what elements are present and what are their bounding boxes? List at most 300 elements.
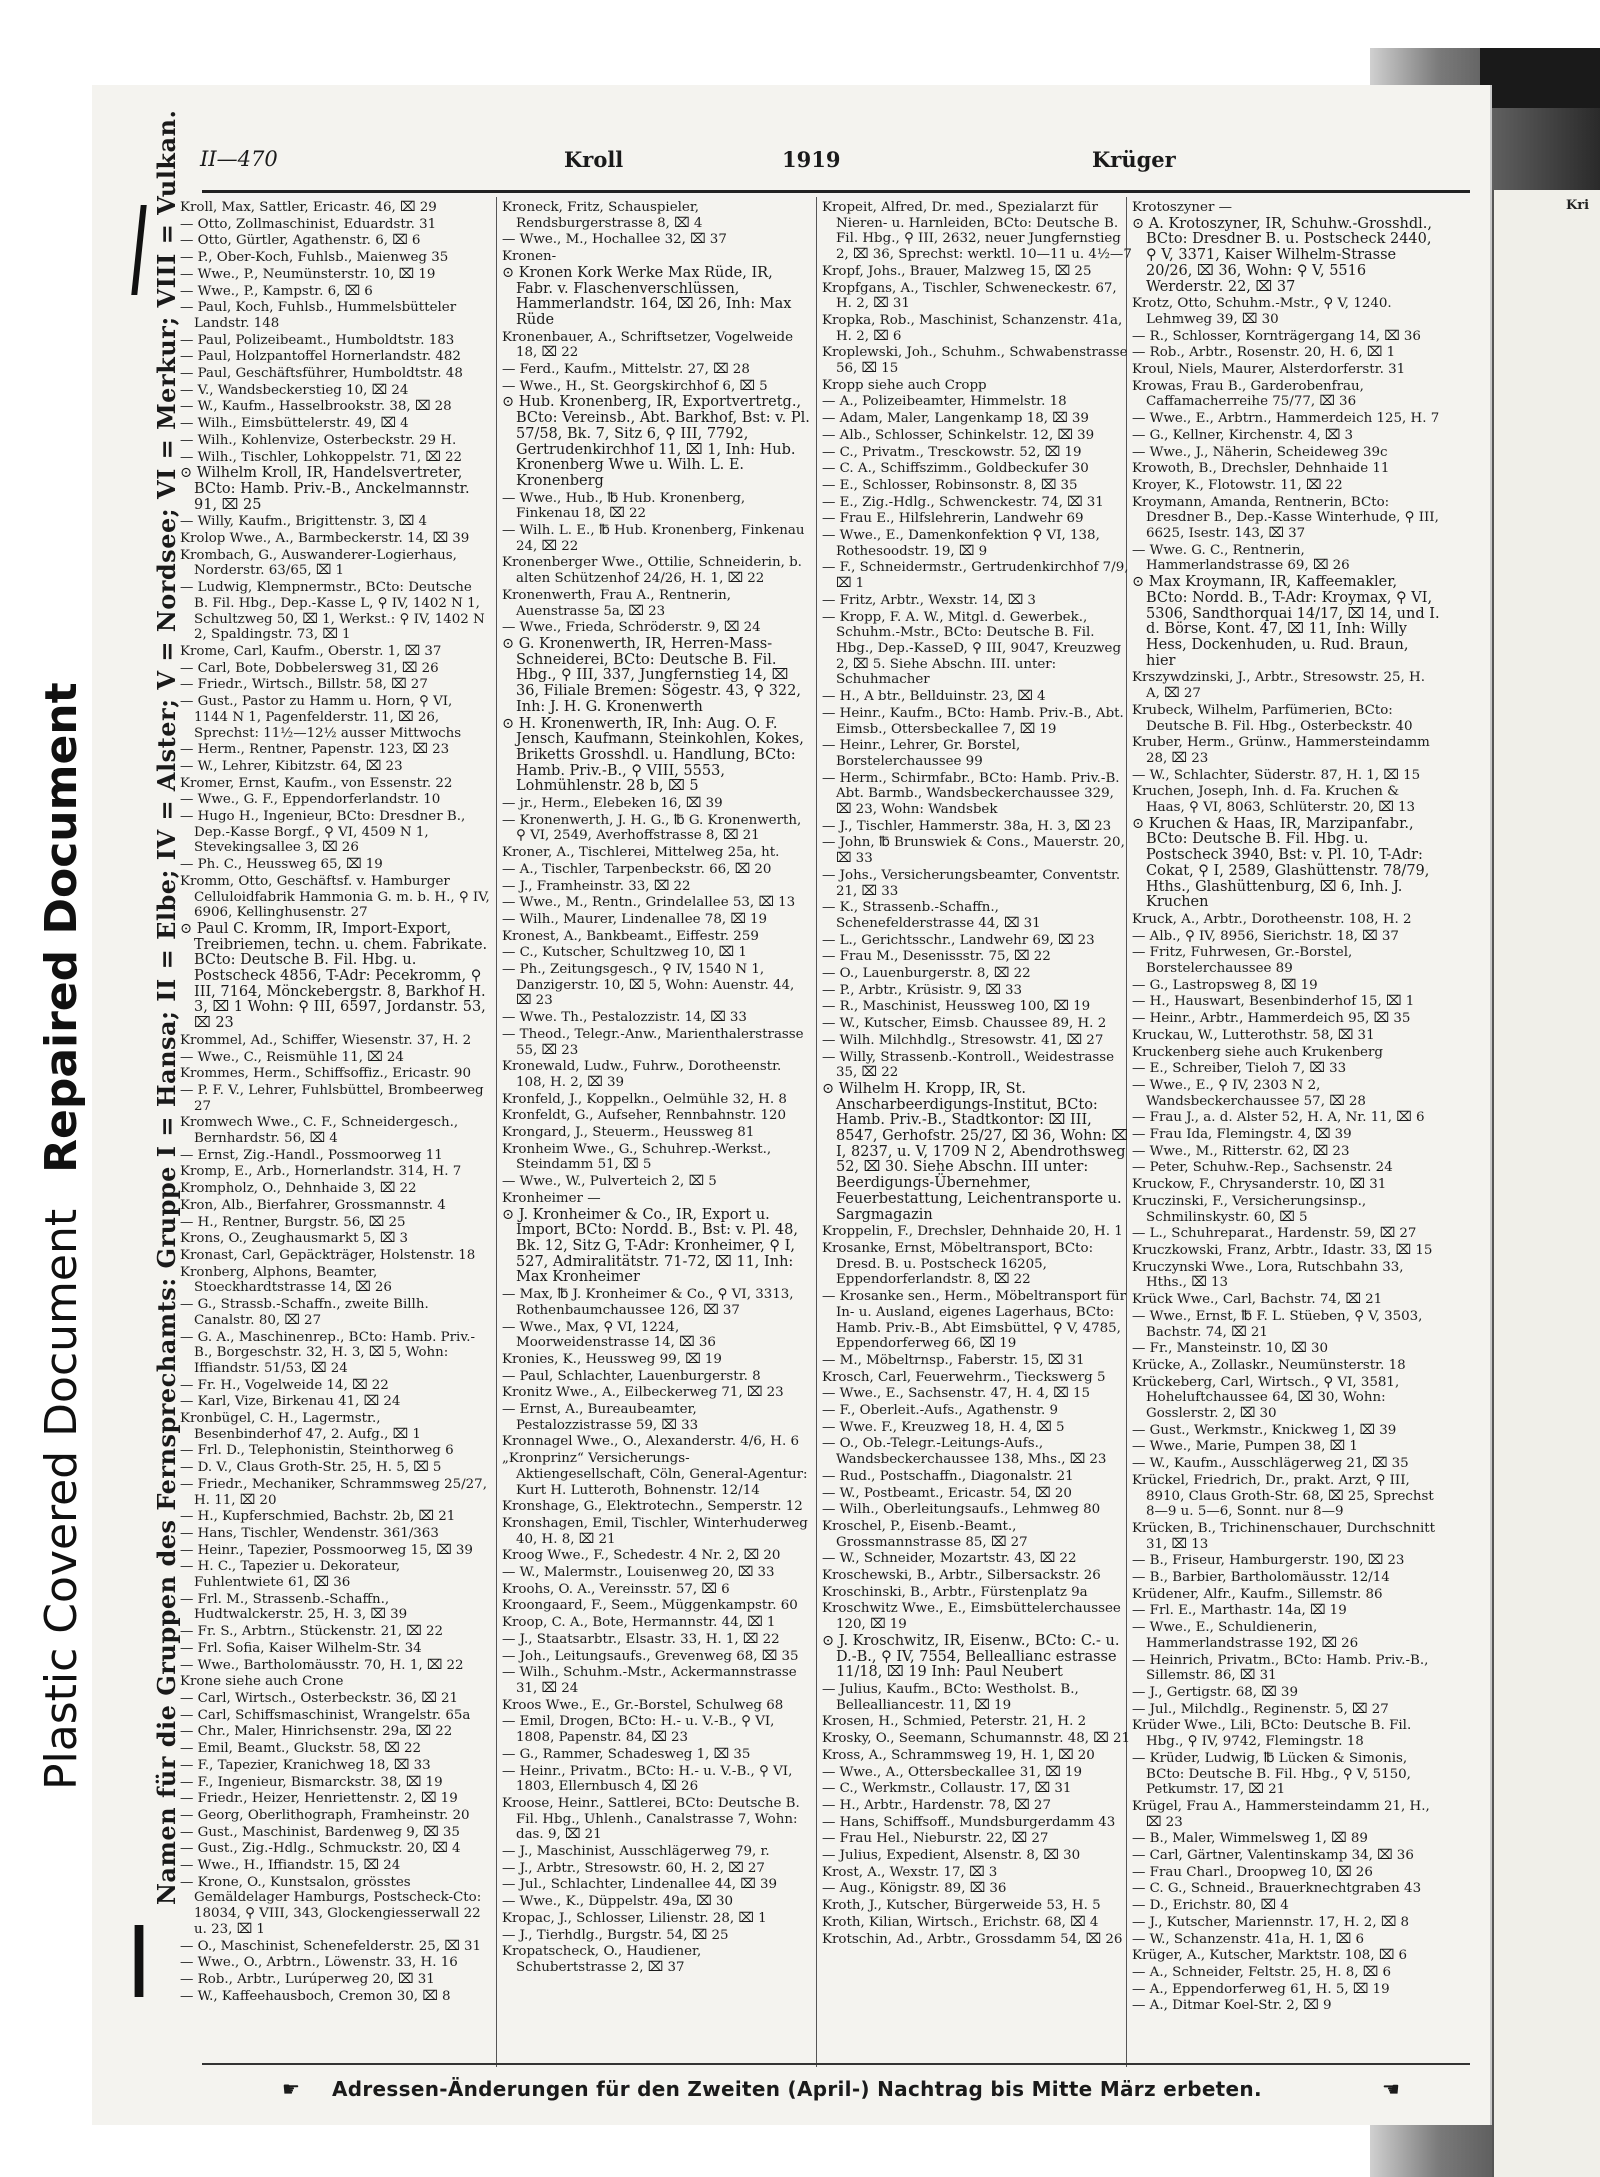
- directory-entry: — Alb., ⚲ IV, 8956, Sierichstr. 18, ⌧ 37: [1132, 928, 1399, 944]
- directory-entry: — jr., Herm., Elebeken 16, ⌧ 39: [502, 796, 723, 812]
- directory-entry: — Krosanke sen., Herm., Möbeltransport für In- u. Ausland, eigenes Lagerhaus, BCto: Hamb. Priv.-B., Abt Eimsbüttel, ⚲ V, 4785, Eppendorferweg 66, ⌧ 19: [822, 1289, 1127, 1352]
- directory-entry: — E., Zig.-Hdlg., Schwenckestr. 74, ⌧ 31: [822, 494, 1104, 510]
- pointing-hand-right-icon: ☛: [282, 2077, 301, 2101]
- directory-entry: — Emil, Drogen, BCto: H.- u. V.-B., ⚲ VI, 1808, Papenstr. 84, ⌧ 23: [502, 1714, 775, 1746]
- directory-entry: — Heinr., Arbtr., Hammerdeich 95, ⌧ 35: [1132, 1011, 1411, 1027]
- directory-entry: Kroohs, O. A., Vereinsstr. 57, ⌧ 6: [502, 1581, 730, 1597]
- directory-entry: — P., Arbtr., Krüsistr. 9, ⌧ 33: [822, 982, 1023, 998]
- directory-entry: — Wwe., K., Düppelstr. 49a, ⌧ 30: [502, 1894, 734, 1910]
- directory-entry: — Wwe., E., Schuldienerin, Hammerlandstrasse 192, ⌧ 26: [1132, 1620, 1359, 1651]
- stamp-text: [36, 682, 87, 1790]
- directory-entry: ⊙ Hub. Kronenberg, IR, Exportvertretg., BCto: Vereinsb., Abt. Barkhof, Bst: v. Pl. 57/58, Bk. 7, Sitz 6, ⚲ III, 7792, Gertrudenkirchhof 11, ⌧ 1, Inh: Hub. Kronenberg Wwe u. Wilh. L. E. Kronenberg: [502, 394, 810, 489]
- directory-entry: Krommel, Ad., Schiffer, Wiesenstr. 37, H. 2: [180, 1032, 472, 1048]
- directory-entry: — R., Schlosser, Kornträgergang 14, ⌧ 36: [1132, 328, 1421, 344]
- directory-entry: Kropfgans, A., Tischler, Schweneckestr. 67, H. 2, ⌧ 31: [822, 280, 1117, 312]
- directory-entry: Kronberg, Alphons, Beamter, Stoeckhardtstrasse 14, ⌧ 26: [180, 1264, 392, 1296]
- directory-entry: — Aug., Königstr. 89, ⌧ 36: [822, 1881, 1007, 1897]
- directory-entry: — Paul, Schlachter, Lauenburgerstr. 8: [502, 1368, 761, 1384]
- directory-entry: — Frl. Sofia, Kaiser Wilhelm-Str. 34: [180, 1640, 422, 1656]
- column-2: [502, 200, 812, 1977]
- directory-entry: — W., Schlachter, Süderstr. 87, H. 1, ⌧ 15: [1132, 767, 1421, 783]
- directory-entry: Kroog Wwe., F., Schedestr. 4 Nr. 2, ⌧ 20: [502, 1548, 781, 1564]
- directory-entry: Krommes, Herm., Schiffsoffiz., Ericastr. 90: [180, 1066, 471, 1082]
- directory-entry: Krück Wwe., Carl, Bachstr. 74, ⌧ 21: [1132, 1292, 1383, 1308]
- directory-entry: — B., Barbier, Bartholomäusstr. 12/14: [1132, 1570, 1390, 1586]
- directory-entry: — Jul., Schlachter, Lindenallee 44, ⌧ 39: [502, 1877, 777, 1893]
- directory-entry: ⊙ J. Kronheimer & Co., IR, Export u. Import, BCto: Nordd. B., Bst: v. Pl. 48, Bk. 12, Sitz G, T-Adr: Kronheimer, ⚲ I, 527, Admiralitätstr. 71-72, ⌧ 11, Inh: Max Kronheimer: [502, 1206, 798, 1286]
- directory-entry: — W., Lehrer, Kibitzstr. 64, ⌧ 23: [180, 758, 403, 774]
- directory-entry: Krücken, B., Trichinenschauer, Durchschnitt 31, ⌧ 13: [1132, 1520, 1436, 1552]
- directory-entry: Kroschewski, B., Arbtr., Silbersackstr. 26: [822, 1568, 1101, 1584]
- directory-entry: Kromp, E., Arb., Hornerlandstr. 314, H. 7: [180, 1164, 462, 1180]
- directory-entry: — Frau Ida, Flemingstr. 4, ⌧ 39: [1132, 1127, 1352, 1143]
- directory-entry: — Krüder, Ludwig, ℔ Lücken & Simonis, BCto: Deutsche B. Fil. Hbg., ⚲ V, 5150, Petkumstr. 17, ⌧ 21: [1132, 1750, 1411, 1798]
- directory-entry: — Julius, Kaufm., BCto: Westholst. B., Bellealliancestr. 11, ⌧ 19: [822, 1681, 1079, 1713]
- directory-entry: — Heinr., Kaufm., BCto: Hamb. Priv.-B., Abt. Eimsb., Ottersbeckallee 7, ⌧ 19: [822, 705, 1124, 737]
- directory-entry: Kronitz Wwe., A., Eilbeckerweg 71, ⌧ 23: [502, 1385, 784, 1401]
- directory-entry: Kruczkowski, Franz, Arbtr., Idastr. 33, ⌧ 15: [1132, 1243, 1433, 1258]
- directory-entry: — Ernst, Zig.-Handl., Possmoorweg 11: [180, 1147, 443, 1163]
- directory-entry: Kroppelin, F., Drechsler, Dehnhaide 20, H. 1: [822, 1224, 1123, 1240]
- directory-entry: — Fr. S., Arbtrn., Stückenstr. 21, ⌧ 22: [180, 1624, 443, 1640]
- directory-entry: Krost, A., Wexstr. 17, ⌧ 3: [822, 1864, 998, 1880]
- directory-entry: — G., Rammer, Schadesweg 1, ⌧ 35: [502, 1746, 751, 1762]
- directory-entry: Kronenbauer, A., Schriftsetzer, Vogelweide 18, ⌧ 22: [502, 329, 793, 361]
- directory-entry: — Wwe., M., Rentn., Grindelallee 53, ⌧ 13: [502, 895, 796, 911]
- directory-entry: — Kropp, F. A. W., Mitgl. d. Gewerbek., Schuhm.-Mstr., BCto: Deutsche B. Fil. Hbg., Dep.-KasseD, ⚲ III, 9047, Kreuzweg 2, ⌧ 5. Siehe Abschn. III. unter: Schuhmacher: [822, 609, 1122, 688]
- directory-entry: Kropac, J., Schlosser, Lilienstr. 28, ⌧ 1: [502, 1910, 767, 1926]
- directory-entry: Kroplewski, Joh., Schuhm., Schwabenstrasse 56, ⌧ 15: [822, 345, 1128, 377]
- directory-entry: — W., Kaufm., Ausschlägerweg 21, ⌧ 35: [1132, 1456, 1409, 1472]
- directory-entry: — Wilh., Eimsbüttelerstr. 49, ⌧ 4: [180, 416, 409, 432]
- document-stamp: [0, 0, 85, 1800]
- directory-entry: — Gust., Maschinist, Bardenweg 9, ⌧ 35: [180, 1824, 460, 1840]
- directory-entry: Kropeit, Alfred, Dr. med., Spezialarzt für Nieren- u. Harnleiden, BCto: Deutsche B. Fil. Hbg., ⚲ III, 2632, neuer Jungfernstieg 2, ⌧ 36, Sprechst: werktl. 10—11 u. 4½—7: [822, 200, 1132, 263]
- directory-entry: Krowas, Frau B., Garderobenfrau, Caffamacherreihe 75/77, ⌧ 36: [1132, 378, 1364, 410]
- directory-entry: — Heinr., Lehrer, Gr. Borstel, Borstelerchaussee 99: [822, 738, 1021, 769]
- directory-page: [92, 85, 1490, 2125]
- directory-entry: — Wwe., E., Sachsenstr. 47, H. 4, ⌧ 15: [822, 1386, 1091, 1402]
- directory-entry: Kropka, Rob., Maschinist, Schanzenstr. 41a, H. 2, ⌧ 6: [822, 312, 1123, 344]
- directory-entry: Kross, A., Schrammsweg 19, H. 1, ⌧ 20: [822, 1747, 1095, 1763]
- directory-entry: — G., Strassb.-Schaffn., zweite Billh. Canalstr. 80, ⌧ 27: [180, 1297, 429, 1328]
- directory-entry: Kroschinski, B., Arbtr., Fürstenplatz 9a: [822, 1584, 1088, 1600]
- directory-entry: — W., Schanzenstr. 41a, H. 1, ⌧ 6: [1132, 1931, 1365, 1947]
- directory-entry: Kroth, J., Kutscher, Bürgerweide 53, H. 5: [822, 1898, 1101, 1914]
- directory-entry: Krügel, Frau A., Hammersteindamm 21, H., ⌧ 23: [1132, 1798, 1430, 1830]
- directory-entry: — E., Schlosser, Robinsonstr. 8, ⌧ 35: [822, 477, 1078, 493]
- directory-entry: — Emil, Beamt., Gluckstr. 58, ⌧ 22: [180, 1741, 421, 1757]
- directory-entry: — C., Kutscher, Schultzweg 10, ⌧ 1: [502, 945, 747, 961]
- directory-entry: — Rud., Postschaffn., Diagonalstr. 21: [822, 1468, 1074, 1484]
- stamp-covered: Plastic Covered Document: [36, 1208, 87, 1790]
- directory-entry: Kroose, Heinr., Sattlerei, BCto: Deutsche B. Fil. Hbg., Uhlenh., Canalstrasse 7, Wohn: das. 9, ⌧ 21: [502, 1795, 800, 1843]
- directory-entry: Krompholz, O., Dehnhaide 3, ⌧ 22: [180, 1181, 417, 1197]
- directory-entry: — W., Postbeamt., Ericastr. 54, ⌧ 20: [822, 1485, 1072, 1501]
- directory-entry: — Wwe., E., Arbtrn., Hammerdeich 125, H. 7: [1132, 411, 1440, 427]
- footer-text: Adressen-Änderungen für den Zweiten (April-) Nachtrag bis Mitte März erbeten.: [332, 2077, 1262, 2101]
- directory-entry: — Ph. C., Heussweg 65, ⌧ 19: [180, 857, 383, 873]
- directory-entry: — A., Ditmar Koel-Str. 2, ⌧ 9: [1132, 1998, 1332, 2014]
- directory-entry: ⊙ Wilhelm Kroll, IR, Handelsvertreter, BCto: Hamb. Priv.-B., Anckelmannstr. 91, ⌧ 25: [180, 465, 470, 513]
- directory-entry: — Wilh., Schuhm.-Mstr., Ackermannstrasse 31, ⌧ 24: [502, 1665, 797, 1696]
- directory-entry: — P. F. V., Lehrer, Fuhlsbüttel, Brombeerweg 27: [180, 1082, 484, 1114]
- directory-entry: — R., Maschinist, Heussweg 100, ⌧ 19: [822, 999, 1091, 1015]
- column-4: [1132, 200, 1442, 2015]
- directory-entry: — F., Tapezier, Kranichweg 18, ⌧ 33: [180, 1757, 431, 1773]
- directory-entry: — Wwe. F., Kreuzweg 18, H. 4, ⌧ 5: [822, 1419, 1065, 1435]
- directory-entry: Kruckow, F., Chrysanderstr. 10, ⌧ 31: [1132, 1177, 1387, 1193]
- directory-entry: Kruczinski, F., Versicherungsinsp., Schmilinskystr. 60, ⌧ 5: [1132, 1193, 1367, 1225]
- directory-entry: — H., Arbtr., Hardenstr. 78, ⌧ 27: [822, 1797, 1051, 1813]
- directory-entry: — Hans, Tischler, Wendenstr. 361/363: [180, 1525, 439, 1541]
- directory-entry: — O., Ob.-Telegr.-Leitungs-Aufs., Wandsbeckerchaussee 138, Mhs., ⌧ 23: [822, 1436, 1107, 1468]
- directory-entry: — H., Kupferschmied, Bachstr. 2b, ⌧ 21: [180, 1509, 456, 1525]
- directory-entry: Kruckau, W., Lutterothstr. 58, ⌧ 31: [1132, 1027, 1375, 1043]
- directory-entry: Kroos Wwe., E., Gr.-Borstel, Schulweg 68: [502, 1697, 784, 1713]
- header-year: 1919: [782, 147, 841, 172]
- directory-entry: — Wwe., E., ⚲ IV, 2303 N 2, Wandsbeckerchaussee 57, ⌧ 28: [1132, 1077, 1366, 1109]
- directory-entry: — Friedr., Mechaniker, Schrammsweg 25/27, H. 11, ⌧ 20: [180, 1476, 487, 1508]
- directory-entry: — P., Ober-Koch, Fuhlsb., Maienweg 35: [180, 250, 449, 266]
- directory-entry: — Peter, Schuhw.-Rep., Sachsenstr. 24: [1132, 1160, 1393, 1176]
- directory-entry: — Otto, Gürtler, Agathenstr. 6, ⌧ 6: [180, 233, 421, 249]
- directory-entry: — B., Friseur, Hamburgerstr. 190, ⌧ 23: [1132, 1553, 1405, 1569]
- directory-entry: — Heinrich, Privatm., BCto: Hamb. Priv.-B., Sillemstr. 86, ⌧ 31: [1132, 1652, 1429, 1684]
- directory-entry: Kromm, Otto, Geschäftsf. v. Hamburger Celluloidfabrik Hammonia G. m. b. H., ⚲ IV, 6906, Kellinghusenstr. 27: [180, 873, 490, 921]
- directory-entry: „Kronprinz“ Versicherungs-Aktiengesellschaft, Cöln, General-Agentur: Kurt H. Lutteroth, Bohnenstr. 12/14: [502, 1451, 808, 1498]
- directory-entry: — Alb., Schlosser, Schinkelstr. 12, ⌧ 39: [822, 427, 1095, 443]
- directory-entry: — Gust., Pastor zu Hamm u. Horn, ⚲ VI, 1144 N 1, Pagenfelderstr. 11, ⌧ 26, Sprechst: 11½—12½ ausser Mittwochs: [180, 694, 462, 741]
- directory-entry: — Wwe., G. F., Eppendorferlandstr. 10: [180, 792, 441, 808]
- directory-entry: Krosanke, Ernst, Möbeltransport, BCto: Dresd. B. u. Postscheck 16205, Eppendorferlandstr. 8, ⌧ 22: [822, 1241, 1094, 1288]
- directory-entry: — Wwe. Th., Pestalozzistr. 14, ⌧ 33: [502, 1010, 747, 1026]
- directory-entry: — Carl, Bote, Dobbelersweg 31, ⌧ 26: [180, 660, 439, 676]
- directory-entry: — Fritz, Fuhrwesen, Gr.-Borstel, Borstelerchaussee 89: [1132, 945, 1353, 977]
- directory-entry: — Gust., Zig.-Hdlg., Schmuckstr. 20, ⌧ 4: [180, 1841, 461, 1857]
- directory-entry: Kroymann, Amanda, Rentnerin, BCto: Dresdner B., Dep.-Kasse Winterhude, ⚲ III, 6625, Isestr. 143, ⌧ 37: [1132, 494, 1439, 542]
- directory-entry: — B., Maler, Wimmelsweg 1, ⌧ 89: [1132, 1831, 1368, 1847]
- directory-entry: Kroop, C. A., Bote, Hermannstr. 44, ⌧ 1: [502, 1615, 776, 1631]
- directory-entry: — G. A., Maschinenrep., BCto: Hamb. Priv.-B., Borgeschstr. 32, H. 3, ⌧ 5, Wohn: Iffiandstr. 51/53, ⌧ 24: [180, 1329, 476, 1376]
- scanner-dark-corner: [1480, 48, 1600, 108]
- directory-entry: Kroul, Niels, Maurer, Alsterdorferstr. 31: [1132, 362, 1406, 378]
- directory-entry: Kronfeld, J., Koppelkn., Oelmühle 32, H. 8: [502, 1091, 787, 1107]
- directory-entry: — Fr. H., Vogelweide 14, ⌧ 22: [180, 1377, 389, 1393]
- directory-entry: — Krone, O., Kunstsalon, grösstes Gemäldelager Hamburgs, Postscheck-Cto: 18034, ⚲ VIII, 343, Glockengiesserwall 22 u. 23, ⌧ 1: [180, 1874, 482, 1937]
- directory-entry: — Wwe., Ernst, ℔ F. L. Stüeben, ⚲ V, 3503, Bachstr. 74, ⌧ 21: [1132, 1308, 1423, 1340]
- directory-entry: — Wwe., Frieda, Schröderstr. 9, ⌧ 24: [502, 620, 761, 636]
- directory-entry: Krosky, O., Seemann, Schumannstr. 48, ⌧ 21: [822, 1731, 1131, 1747]
- directory-entry: — Wwe., O., Arbtrn., Löwenstr. 33, H. 16: [180, 1955, 458, 1971]
- directory-entry: Kronast, Carl, Gepäckträger, Holstenstr. 18: [180, 1248, 476, 1263]
- directory-entry: — Wwe., Hub., ℔ Hub. Kronenberg, Finkenau 18, ⌧ 22: [502, 490, 746, 522]
- directory-entry: — Frau M., Desenissstr. 75, ⌧ 22: [822, 949, 1051, 965]
- pointing-hand-left-icon: ☚: [1382, 2077, 1401, 2101]
- directory-entry: Kronenberger Wwe., Ottilie, Schneiderin, b. alten Schützenhof 24/26, H. 1, ⌧ 22: [502, 555, 802, 587]
- directory-entry: — Wilh. Milchhdlg., Stresowstr. 41, ⌧ 27: [822, 1032, 1104, 1048]
- directory-entry: — J., Maschinist, Ausschlägerweg 79, r.: [502, 1844, 770, 1860]
- footer-notice: [282, 2077, 1432, 2105]
- directory-entry: Kroongaard, F., Seem., Müggenkampstr. 60: [502, 1598, 798, 1614]
- directory-entry: — H. C., Tapezier u. Dekorateur, Fuhlentwiete 61, ⌧ 36: [180, 1559, 401, 1591]
- directory-entry: — Wwe., Max, ⚲ VI, 1224, Moorweidenstrasse 14, ⌧ 36: [502, 1319, 716, 1351]
- directory-entry: — O., Lauenburgerstr. 8, ⌧ 22: [822, 966, 1031, 982]
- directory-entry: Kruchen, Joseph, Inh. d. Fa. Kruchen & Haas, ⚲ VI, 8063, Schlüterstr. 20, ⌧ 13: [1132, 784, 1416, 816]
- directory-entry: Kruber, Herm., Grünw., Hammersteindamm 28, ⌧ 23: [1132, 735, 1430, 766]
- directory-entry: — Fr., Mansteinstr. 10, ⌧ 30: [1132, 1341, 1329, 1357]
- directory-entry: — Ferd., Kaufm., Mittelstr. 27, ⌧ 28: [502, 362, 750, 378]
- directory-entry: — Willy, Strassenb.-Kontroll., Weidestrasse 35, ⌧ 22: [822, 1049, 1115, 1081]
- directory-entry: — O., Maschinist, Schenefelderstr. 25, ⌧ 31: [180, 1938, 482, 1954]
- directory-entry: Krszywdzinski, J., Arbtr., Stresowstr. 25, H. A, ⌧ 27: [1132, 670, 1425, 702]
- directory-entry: — Johs., Versicherungsbeamter, Conventstr. 21, ⌧ 33: [822, 867, 1121, 899]
- pointing-hand-icon-bottom: [128, 1925, 150, 2045]
- directory-entry: — Hans, Schiffsoff., Mundsburgerdamm 43: [822, 1814, 1116, 1830]
- directory-entry: — D. V., Claus Groth-Str. 25, H. 5, ⌧ 5: [180, 1460, 442, 1476]
- directory-entry: — Wwe. G. C., Rentnerin, Hammerlandstrasse 69, ⌧ 26: [1132, 542, 1350, 574]
- directory-entry: — Wwe., P., Neumünsterstr. 10, ⌧ 19: [180, 266, 436, 282]
- directory-entry: Krücke, A., Zollaskr., Neumünsterstr. 18: [1132, 1357, 1406, 1373]
- directory-entry: Kronen-: [502, 249, 557, 265]
- directory-entry: — W., Kutscher, Eimsb. Chaussee 89, H. 2: [822, 1016, 1107, 1032]
- directory-entry: — Wilh., Kohlenvize, Osterbeckstr. 29 H.: [180, 432, 457, 448]
- directory-entry: — Ph., Zeitungsgesch., ⚲ IV, 1540 N 1, Danzigerstr. 10, ⌧ 5, Wohn: Auenstr. 44, ⌧ 23: [502, 962, 795, 1009]
- directory-entry: ⊙ A. Krotoszyner, IR, Schuhw.-Grosshdl., BCto: Dresdner B. u. Postscheck 2440, ⚲ V, 3371, Kaiser Wilhelm-Strasse 20/26, ⌧ 36, Wohn: ⚲ V, 5516 Werderstr. 22, ⌧ 37: [1132, 215, 1432, 295]
- directory-entry: — Friedr., Wirtsch., Billstr. 58, ⌧ 27: [180, 677, 428, 693]
- directory-entry: — G., Kellner, Kirchenstr. 4, ⌧ 3: [1132, 427, 1354, 443]
- directory-entry: Kronheim Wwe., G., Schuhrep.-Werkst., Steindamm 51, ⌧ 5: [502, 1141, 772, 1173]
- directory-entry: — A., Schneider, Feltstr. 25, H. 8, ⌧ 6: [1132, 1964, 1391, 1980]
- directory-entry: — F., Schneidermstr., Gertrudenkirchhof 7/9, ⌧ 1: [822, 560, 1129, 592]
- directory-entry: — Herm., Schirmfabr., BCto: Hamb. Priv.-B. Abt. Barmb., Wandsbeckerchaussee 329, ⌧ 23, Wohn: Wandsbek: [822, 770, 1120, 818]
- directory-entry: — Frau Hel., Nieburstr. 22, ⌧ 27: [822, 1831, 1049, 1847]
- next-page-edge: [1492, 190, 1600, 2177]
- directory-entry: Kromwech Wwe., C. F., Schneidergesch., Bernhardstr. 56, ⌧ 4: [180, 1115, 459, 1147]
- directory-entry: — Heinr., Tapezier, Possmoorweg 15, ⌧ 39: [180, 1542, 473, 1558]
- directory-entry: — F., Oberleit.-Aufs., Agathenstr. 9: [822, 1403, 1059, 1419]
- directory-entry: — Wwe., M., Hochallee 32, ⌧ 37: [502, 232, 727, 248]
- directory-entry: — Herm., Rentner, Papenstr. 123, ⌧ 23: [180, 742, 450, 758]
- directory-entry: ⊙ G. Kronenwerth, IR, Herren-Mass-Schneiderei, BCto: Deutsche B. Fil. Hbg., ⚲ III, 337, Jungfernstieg 14, ⌧ 36, Filiale Bremen: Sögestr. 43, ⚲ 322, Inh: J. H. G. Kronenwerth: [502, 635, 801, 715]
- directory-entry: Krotoszyner —: [1132, 200, 1232, 215]
- directory-entry: — Paul, Holzpantoffel Hornerlandstr. 482: [180, 349, 461, 365]
- column-3: [822, 200, 1132, 1948]
- directory-entry: — Willy, Kaufm., Brigittenstr. 3, ⌧ 4: [180, 514, 427, 530]
- directory-entry: — Fritz, Arbtr., Wexstr. 14, ⌧ 3: [822, 592, 1036, 608]
- directory-entry: — J., Tierhdlg., Burgstr. 54, ⌧ 25: [502, 1927, 729, 1943]
- directory-entry: — Rob., Arbtr., Lurúperweg 20, ⌧ 31: [180, 1971, 435, 1987]
- directory-entry: — Theod., Telegr.-Anw., Marienthalerstrasse 55, ⌧ 23: [502, 1026, 804, 1058]
- directory-entry: — V., Wandsbeckerstieg 10, ⌧ 24: [180, 382, 409, 398]
- directory-entry: Kropf, Johs., Brauer, Malzweg 15, ⌧ 25: [822, 263, 1092, 279]
- directory-entry: Kronshagen, Emil, Tischler, Winterhuderweg 40, H. 8, ⌧ 21: [502, 1515, 808, 1547]
- footer-rule: [202, 2063, 1470, 2065]
- directory-entry: — A., Eppendorferweg 61, H. 5, ⌧ 19: [1132, 1981, 1390, 1997]
- directory-entry: Krubeck, Wilhelm, Parfümerien, BCto: Deutsche B. Fil. Hbg., Osterbeckstr. 40: [1132, 702, 1413, 734]
- directory-entry: — Friedr., Heizer, Henriettenstr. 2, ⌧ 19: [180, 1791, 458, 1807]
- directory-entry: — Wwe., P., Kampstr. 6, ⌧ 6: [180, 283, 373, 299]
- directory-entry: — C. A., Schiffszimm., Goldbeckufer 30: [822, 461, 1089, 477]
- directory-entry: — Paul, Polizeibeamt., Humboldtstr. 183: [180, 332, 455, 348]
- header-right-word: Krüger: [1092, 147, 1176, 172]
- directory-entry: Kruck, A., Arbtr., Dorotheenstr. 108, H. 2: [1132, 911, 1412, 927]
- directory-entry: — J., Staatsarbtr., Elsastr. 33, H. 1, ⌧ 22: [502, 1631, 780, 1647]
- header-left-word: Kroll: [564, 147, 624, 172]
- directory-entry: — J., Arbtr., Stresowstr. 60, H. 2, ⌧ 27: [502, 1860, 765, 1876]
- directory-entry: — C. G., Schneid., Brauerknechtgraben 43: [1132, 1881, 1422, 1897]
- directory-entry: ⊙ Kronen Kork Werke Max Rüde, IR, Fabr. v. Flaschenverschlüssen, Hammerlandstr. 164, ⌧ 26, Inh: Max Rüde: [502, 264, 792, 328]
- page-header: [92, 147, 1490, 187]
- directory-entry: — Wilh. L. E., ℔ Hub. Kronenberg, Finkenau 24, ⌧ 22: [502, 523, 805, 554]
- page-number: II—470: [200, 147, 278, 171]
- directory-entry: Krome, Carl, Kaufm., Oberstr. 1, ⌧ 37: [180, 643, 442, 659]
- directory-entry: — W., Kaufm., Hasselbrookstr. 38, ⌧ 28: [180, 399, 452, 415]
- directory-entry: — A., Polizeibeamter, Himmelstr. 18: [822, 394, 1067, 410]
- directory-entry: Krolop Wwe., A., Barmbeckerstr. 14, ⌧ 39: [180, 531, 470, 547]
- column-1: [180, 200, 490, 2005]
- directory-entry: Kruczynski Wwe., Lora, Rutschbahn 33, Hths., ⌧ 13: [1132, 1259, 1404, 1291]
- directory-entry: — Max, ℔ J. Kronheimer & Co., ⚲ VI, 3313, Rothenbaumchaussee 126, ⌧ 37: [502, 1287, 794, 1318]
- directory-entry: Kruckenberg siehe auch Krukenberg: [1132, 1044, 1383, 1060]
- directory-entry: — John, ℔ Brunswiek & Cons., Mauerstr. 20, ⌧ 33: [822, 835, 1125, 867]
- directory-entry: — Joh., Leitungsaufs., Grevenweg 68, ⌧ 35: [502, 1648, 799, 1664]
- directory-entry: — Wwe., E., Damenkonfektion ⚲ VI, 138, Rothesoodstr. 19, ⌧ 9: [822, 528, 1100, 559]
- directory-entry: — W., Malermstr., Louisenweg 20, ⌧ 33: [502, 1565, 775, 1581]
- next-page-label: Kri: [1566, 198, 1590, 213]
- directory-entry: — Chr., Maler, Hinrichsenstr. 29a, ⌧ 22: [180, 1724, 453, 1740]
- directory-entry: — G., Lastropsweg 8, ⌧ 19: [1132, 977, 1318, 993]
- directory-entry: Kronest, A., Bankbeamt., Eiffestr. 259: [502, 928, 759, 944]
- directory-entry: Krotschin, Ad., Arbtr., Grossdamm 54, ⌧ 26: [822, 1931, 1123, 1947]
- directory-entry: Kroner, A., Tischlerei, Mittelweg 25a, ht.: [502, 845, 780, 861]
- directory-entry: Kronshage, G., Elektrotechn., Semperstr. 12: [502, 1499, 803, 1515]
- directory-entry: Kronbügel, C. H., Lagermstr., Besenbinderhof 47, 2. Aufg., ⌧ 1: [180, 1411, 421, 1442]
- directory-entry: ⊙ Wilhelm H. Kropp, IR, St. Anscharbeerdigungs-Institut, BCto: Hamb. Priv.-B., Stadtkontor: ⌧ III, 8547, Gerhofstr. 25/27, ⌧ 36, Wohn: ⌧ I, 8237, u. V, 1709 N 2, Abendrothsweg 52, ⌧ 30. Siehe Abschn. III unter: Beerdigungs-Übernehmer, Feuerbestattung, Leichentransporte u. Sargmagazin: [822, 1080, 1128, 1223]
- directory-entry: — M., Möbeltrnsp., Faberstr. 15, ⌧ 31: [822, 1352, 1085, 1368]
- stamp-repaired: Repaired Document: [36, 682, 87, 1173]
- directory-entry: — F., Ingenieur, Bismarckstr. 38, ⌧ 19: [180, 1774, 443, 1790]
- directory-entry: — Gust., Werkmstr., Knickweg 1, ⌧ 39: [1132, 1422, 1397, 1438]
- directory-entry: Krückeberg, Carl, Wirtsch., ⚲ VI, 3581, Hoheluftchaussee 64, ⌧ 30, Wohn: Gosslerstr. 2, ⌧ 30: [1132, 1374, 1400, 1422]
- directory-entry: — J., Kutscher, Mariennstr. 17, H. 2, ⌧ 8: [1132, 1914, 1410, 1930]
- directory-entry: Krückel, Friedrich, Dr., prakt. Arzt, ⚲ III, 8910, Claus Groth-Str. 68, ⌧ 25, Sprechst 8—9 u. 5—6, Sonnt. nur 8—9: [1132, 1472, 1434, 1520]
- directory-entry: — H., Rentner, Burgstr. 56, ⌧ 25: [180, 1214, 406, 1230]
- directory-entry: — Frl. M., Strassenb.-Schaffn., Hudtwalckerstr. 25, H. 3, ⌧ 39: [180, 1591, 408, 1623]
- directory-entry: Krone siehe auch Crone: [180, 1674, 344, 1690]
- directory-entry: ⊙ J. Kroschwitz, IR, Eisenw., BCto: C.- u. D.-B., ⚲ IV, 7554, Belleallianc estrasse 11/18, ⌧ 19 Inh: Paul Neubert: [822, 1632, 1120, 1681]
- directory-entry: — Karl, Vize, Birkenau 41, ⌧ 24: [180, 1394, 401, 1410]
- directory-entry: Krowoth, B., Drechsler, Dehnhaide 11: [1132, 461, 1390, 477]
- directory-entry: — Wwe., Bartholomäusstr. 70, H. 1, ⌧ 22: [180, 1657, 464, 1673]
- directory-entry: Kroth, Kilian, Wirtsch., Erichstr. 68, ⌧ 4: [822, 1914, 1099, 1930]
- directory-entry: — Wwe., C., Reismühle 11, ⌧ 24: [180, 1049, 404, 1065]
- directory-entry: Kronenwerth, Frau A., Rentnerin, Auenstrasse 5a, ⌧ 23: [502, 587, 732, 619]
- header-rule: [202, 190, 1470, 193]
- directory-entry: ⊙ Max Kroymann, IR, Kaffeemakler, BCto: Nordd. B., T-Adr: Kroymax, ⚲ VI, 5306, Sandthorquai 14/17, ⌧ 14, und I. d. Börse, Kont. 47, ⌧ 11, Inh: Willy Hess, Dockenhuden, u. Rud. Braun, hier: [1132, 574, 1440, 669]
- directory-entry: Krombach, G., Auswanderer-Logierhaus, Norderstr. 63/65, ⌧ 1: [180, 547, 457, 579]
- directory-entry: — J., Tischler, Hammerstr. 38a, H. 3, ⌧ 23: [822, 818, 1112, 834]
- directory-entry: — Jul., Milchdlg., Reginenstr. 5, ⌧ 27: [1132, 1701, 1389, 1717]
- column-divider: [816, 197, 817, 2067]
- directory-entry: — Rob., Arbtr., Rosenstr. 20, H. 6, ⌧ 1: [1132, 345, 1396, 361]
- directory-entry: Kronewald, Ludw., Fuhrw., Dorotheenstr. 108, H. 2, ⌧ 39: [502, 1059, 782, 1090]
- directory-entry: — Hugo H., Ingenieur, BCto: Dresdner B., Dep.-Kasse Borgf., ⚲ VI, 4509 N 1, Stevekingsallee 3, ⌧ 26: [180, 809, 466, 856]
- directory-entry: — Wwe., H., St. Georgskirchhof 6, ⌧ 5: [502, 378, 768, 394]
- directory-entry: — Paul, Koch, Fuhlsb., Hummelsbütteler Landstr. 148: [180, 300, 457, 331]
- directory-entry: Kronfeldt, G., Aufseher, Rennbahnstr. 120: [502, 1108, 787, 1124]
- directory-entry: — Julius, Expedient, Alsenstr. 8, ⌧ 30: [822, 1848, 1081, 1864]
- directory-entry: Kroneck, Fritz, Schauspieler, Rendsburgerstrasse 8, ⌧ 4: [502, 200, 703, 231]
- directory-entry: — Georg, Oberlithograph, Framheinstr. 20: [180, 1807, 470, 1823]
- directory-entry: — Carl, Schiffsmaschinist, Wrangelstr. 65a: [180, 1707, 471, 1723]
- directory-entry: Kroyer, K., Flotowstr. 11, ⌧ 22: [1132, 477, 1343, 493]
- directory-entry: ⊙ H. Kronenwerth, IR, Inh: Aug. O. F. Jensch, Kaufmann, Steinkohlen, Kokes, Briketts Grosshdl. u. Handlung, BCto: Hamb. Priv.-B., ⚲ VIII, 5553, Lohmühlenstr. 28 b, ⌧ 5: [502, 715, 804, 795]
- directory-entry: — Wwe., J., Näherin, Scheideweg 39c: [1132, 444, 1388, 460]
- directory-entry: — Wilh., Tischler, Lohkoppelstr. 71, ⌧ 22: [180, 449, 463, 465]
- directory-entry: — H., A btr., Bellduinstr. 23, ⌧ 4: [822, 689, 1046, 705]
- directory-entry: Kroschel, P., Eisenb.-Beamt., Grossmannstrasse 85, ⌧ 27: [822, 1518, 1028, 1550]
- column-divider: [496, 197, 497, 2067]
- directory-entry: — Paul, Geschäftsführer, Humboldtstr. 48: [180, 366, 463, 382]
- directory-entry: — E., Schreiber, Tieloh 7, ⌧ 33: [1132, 1061, 1347, 1077]
- directory-entry: Kroschwitz Wwe., E., Eimsbüttelerchaussee 120, ⌧ 19: [822, 1601, 1121, 1633]
- directory-entry: — A., Tischler, Tarpenbeckstr. 66, ⌧ 20: [502, 861, 772, 877]
- directory-entry: Krosch, Carl, Feuerwehrm., Tieckswerg 5: [822, 1369, 1106, 1385]
- directory-entry: — W., Schneider, Mozartstr. 43, ⌧ 22: [822, 1551, 1077, 1567]
- directory-entry: — Frl. D., Telephonistin, Steinthorweg 6: [180, 1443, 454, 1459]
- directory-entry: — J., Framheinstr. 33, ⌧ 22: [502, 878, 691, 894]
- directory-entry: — Otto, Zollmaschinist, Eduardstr. 31: [180, 216, 437, 232]
- directory-entry: — Wwe., A., Ottersbeckallee 31, ⌧ 19: [822, 1764, 1082, 1780]
- directory-entry: Krons, O., Zeughausmarkt 5, ⌧ 3: [180, 1231, 409, 1247]
- directory-entry: — L., Schuhreparat., Hardenstr. 59, ⌧ 27: [1132, 1226, 1417, 1242]
- directory-entry: — Carl, Wirtsch., Osterbeckstr. 36, ⌧ 21: [180, 1690, 459, 1706]
- directory-entry: — Wwe., H., Iffiandstr. 15, ⌧ 24: [180, 1858, 401, 1874]
- directory-entry: — Ernst, A., Bureaubeamter, Pestalozzistrasse 59, ⌧ 33: [502, 1402, 699, 1433]
- directory-entry: Krüder Wwe., Lili, BCto: Deutsche B. Fil. Hbg., ⚲ IV, 9742, Flemingstr. 18: [1132, 1718, 1412, 1750]
- directory-entry: Kroll, Max, Sattler, Ericastr. 46, ⌧ 29: [180, 200, 437, 215]
- directory-entry: Krotz, Otto, Schuhm.-Mstr., ⚲ V, 1240. Lehmweg 39, ⌧ 30: [1132, 296, 1392, 327]
- directory-entry: — C., Privatm., Tresckowstr. 52, ⌧ 19: [822, 444, 1082, 460]
- directory-entry: — C., Werkmstr., Collaustr. 17, ⌧ 31: [822, 1781, 1072, 1797]
- directory-entry: Kronheimer —: [502, 1190, 601, 1206]
- directory-entry: — Wilh., Oberleitungsaufs., Lehmweg 80: [822, 1502, 1101, 1518]
- directory-entry: Krongard, J., Steuerm., Heussweg 81: [502, 1125, 755, 1141]
- directory-entry: Kropp siehe auch Cropp: [822, 377, 987, 393]
- directory-entry: — Frau J., a. d. Alster 52, H. A, Nr. 11, ⌧ 6: [1132, 1110, 1425, 1126]
- directory-entry: — H., Hauswart, Besenbinderhof 15, ⌧ 1: [1132, 994, 1415, 1010]
- directory-entry: Krosen, H., Schmied, Peterstr. 21, H. 2: [822, 1714, 1087, 1730]
- directory-entry: Krüdener, Alfr., Kaufm., Sillemstr. 86: [1132, 1586, 1383, 1602]
- directory-entry: — W., Kaffeehausboch, Cremon 30, ⌧ 8: [180, 1988, 451, 2004]
- directory-entry: — Frl. E., Marthastr. 14a, ⌧ 19: [1132, 1603, 1347, 1619]
- directory-entry: Kromer, Ernst, Kaufm., von Essenstr. 22: [180, 775, 453, 791]
- directory-entry: — Heinr., Privatm., BCto: H.- u. V.-B., ⚲ VI, 1803, Ellernbusch 4, ⌧ 26: [502, 1763, 793, 1795]
- directory-entry: Kropatscheck, O., Haudiener, Schubertstrasse 2, ⌧ 37: [502, 1944, 702, 1975]
- directory-entry: — Ludwig, Klempnermstr., BCto: Deutsche B. Fil. Hbg., Dep.-Kasse L, ⚲ IV, 1402 N 1, Schultzweg 50, ⌧ 1, Werkst.: ⚲ IV, 1402 N 2, Spaldingstr. 73, ⌧ 1: [180, 580, 485, 643]
- directory-entry: Kronnagel Wwe., O., Alexanderstr. 4/6, H. 6: [502, 1434, 800, 1450]
- directory-entry: — Wilh., Maurer, Lindenallee 78, ⌧ 19: [502, 911, 768, 927]
- directory-entry: — Frau Charl., Droopweg 10, ⌧ 26: [1132, 1864, 1373, 1880]
- directory-entry: — Adam, Maler, Langenkamp 18, ⌧ 39: [822, 411, 1089, 427]
- directory-entry: ⊙ Paul C. Kromm, IR, Import-Export, Treibriemen, techn. u. chem. Fabrikate. BCto: Deutsche B. Fil. Hbg. u. Postscheck 4856, T-Adr: Pecekromm, ⚲ III, 7164, Mönckebergstr. 8, Barkhof H. 3, ⌧ 1 Wohn: ⚲ III, 6597, Jordanstr. 53, ⌧ 23: [180, 920, 488, 1032]
- directory-entry: — J., Gertigstr. 68, ⌧ 39: [1132, 1684, 1298, 1700]
- directory-entry: — Carl, Gärtner, Valentinskamp 34, ⌧ 36: [1132, 1848, 1414, 1864]
- directory-entry: Kronies, K., Heussweg 99, ⌧ 19: [502, 1351, 722, 1367]
- directory-entry: — Frau E., Hilfslehrerin, Landwehr 69: [822, 511, 1084, 527]
- directory-entry: — L., Gerichtsschr., Landwehr 69, ⌧ 23: [822, 932, 1095, 948]
